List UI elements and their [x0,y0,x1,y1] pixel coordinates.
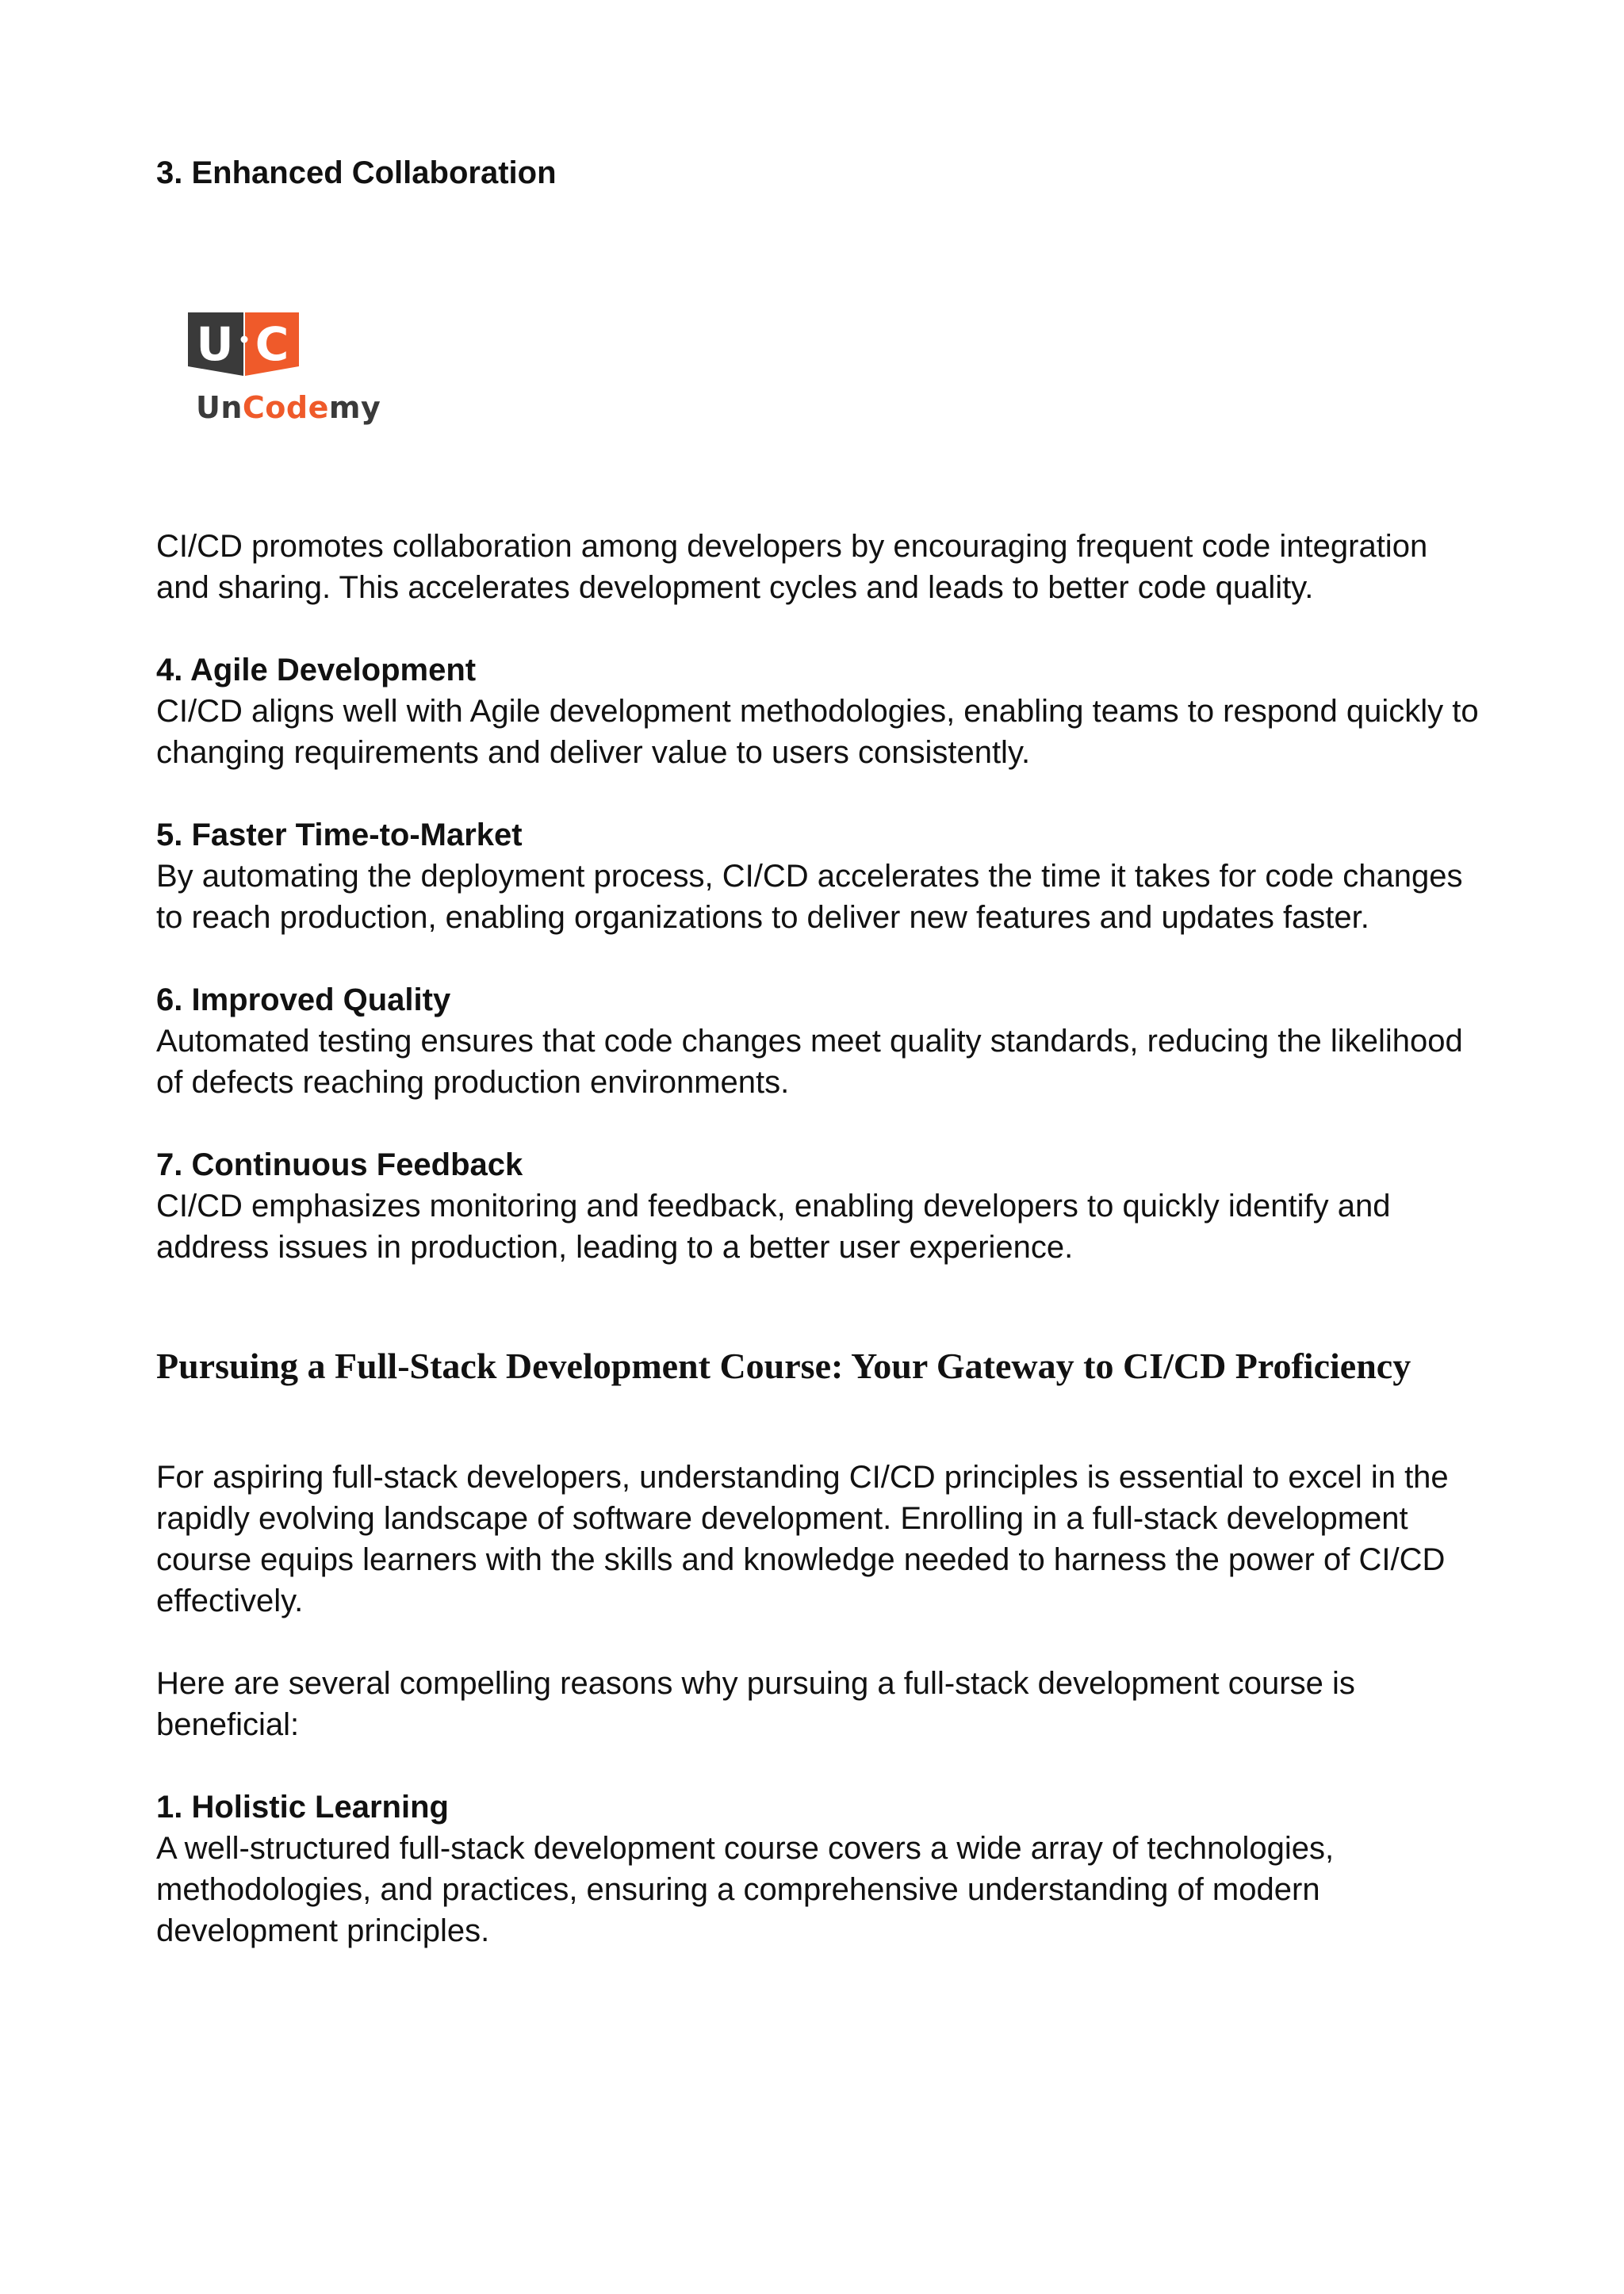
uncodemy-logo [185,308,381,442]
monogram-letter-u: U [196,317,234,371]
logo-wordmark-un: Un [196,390,243,425]
heading-agile-development: 4. Agile Development [156,653,477,687]
heading-enhanced-collaboration: 3. Enhanced Collaboration [156,155,557,190]
monogram-letter-c: C [255,317,289,371]
section-continuous-feedback [156,1144,1488,1268]
logo-wordmark-code: Code [242,390,329,425]
section-reasons-intro [156,1663,1488,1745]
paragraph-enhanced-collaboration: CI/CD promotes collaboration among developers by encouraging frequent code integration and sharing. This accelerates development cycles and leads to better code quality. [156,529,1428,605]
heading-holistic-learning: 1. Holistic Learning [156,1790,449,1825]
section-holistic-learning [156,1787,1488,1951]
heading-faster-time-to-market: 5. Faster Time-to-Market [156,818,523,852]
heading-continuous-feedback: 7. Continuous Feedback [156,1147,523,1182]
paragraph-agile-development: CI/CD aligns well with Agile development methodologies, enabling teams to respond quickly to changing requirements and deliver value to users consistently. [156,694,1479,770]
uncodemy-monogram-icon [185,308,304,387]
section-improved-quality [156,979,1488,1103]
paragraph-reasons-intro: Here are several compelling reasons why pursuing a full-stack development course is beneficial: [156,1666,1355,1742]
heading-improved-quality: 6. Improved Quality [156,982,451,1017]
paragraph-continuous-feedback: CI/CD emphasizes monitoring and feedback, enabling developers to quickly identify and address issues in production, leading to a better user experience. [156,1189,1391,1265]
paragraph-holistic-learning: A well-structured full-stack development course covers a wide array of technologies, methodologies, and practices, ensuring a comprehensive understanding of modern development principles. [156,1831,1335,1948]
section-faster-time-to-market [156,814,1488,938]
logo-wordmark [196,390,381,425]
section-course-intro [156,1457,1488,1622]
paragraph-course-intro: For aspiring full-stack developers, understanding CI/CD principles is essential to excel in the rapidly evolving landscape of software development. Enrolling in a full-stack development course equips learners with the skills and knowledge needed to harness the power of CI/CD effectively. [156,1460,1449,1618]
document-content [156,152,1488,1993]
section-agile-development [156,649,1488,773]
paragraph-improved-quality: Automated testing ensures that code changes meet quality standards, reducing the likelihood of defects reaching production environments. [156,1024,1463,1100]
section-title-full-stack-course: Pursuing a Full-Stack Development Course: Your Gateway to CI/CD Proficiency [156,1346,1411,1386]
section-enhanced-collaboration [156,526,1488,608]
paragraph-faster-time-to-market: By automating the deployment process, CI/CD accelerates the time it takes for code changes to reach production, enabling organizations to deliver new features and updates faster. [156,859,1463,935]
logo-wordmark-my: my [328,390,381,425]
